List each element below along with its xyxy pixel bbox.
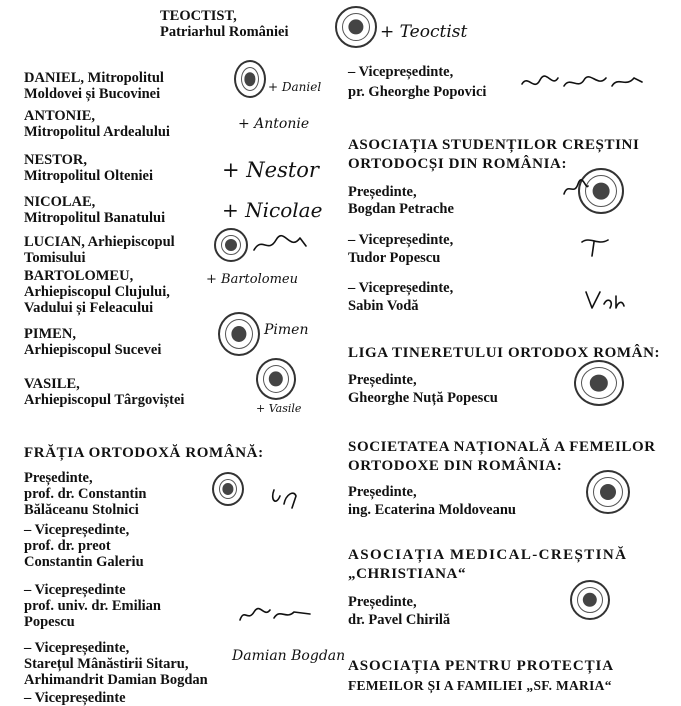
- protectia-title-line1: ASOCIAȚIA PENTRU PROTECȚIA: [348, 658, 614, 674]
- fratia-vp2-line1: – Vicepreședinte: [24, 582, 126, 598]
- signature-vasile: + Vasile: [256, 402, 302, 415]
- fratia-president-line2: prof. dr. Constantin: [24, 486, 147, 502]
- seal-vasile-icon: [256, 358, 296, 400]
- hierarch-antonie-line1: ANTONIE,: [24, 108, 96, 124]
- signature-lucian: [250, 232, 310, 258]
- signature-petrache: [560, 176, 590, 202]
- hierarch-nicolae-line1: NICOLAE,: [24, 194, 96, 210]
- ascor-president-role: Președinte,: [348, 184, 417, 200]
- signature-balaceanu: [268, 484, 302, 510]
- hierarch-antonie-line2: Mitropolitul Ardealului: [24, 124, 170, 140]
- hierarch-lucian-line2: Tomisului: [24, 250, 86, 266]
- ascor-vp1-role: – Vicepreședinte,: [348, 232, 454, 248]
- protectia-title-line2: FEMEILOR ȘI A FAMILIEI „SF. MARIA“: [348, 678, 612, 693]
- ascor-president-name: Bogdan Petrache: [348, 201, 454, 217]
- signature-nestor: + Nestor: [222, 158, 319, 182]
- fratia-title: FRĂȚIA ORTODOXĂ ROMÂNĂ:: [24, 445, 264, 461]
- signature-daniel: + Daniel: [268, 80, 322, 94]
- seal-christiana-icon: [570, 580, 610, 620]
- liga-title: LIGA TINERETULUI ORTODOX ROMÂN:: [348, 345, 661, 361]
- signature-pimen: Pimen: [264, 322, 309, 338]
- hierarch-daniel-line1: DANIEL, Mitropolitul: [24, 70, 164, 86]
- signature-nicolae: + Nicolae: [222, 198, 323, 222]
- christiana-president-name: dr. Pavel Chirilă: [348, 612, 451, 628]
- hierarch-nestor-line1: NESTOR,: [24, 152, 87, 168]
- signature-popovici: [518, 70, 646, 98]
- seal-liga-icon: [574, 360, 624, 406]
- seal-daniel-icon: [234, 60, 266, 98]
- hierarch-pimen-line2: Arhiepiscopul Sucevei: [24, 342, 162, 358]
- christiana-title-line1: ASOCIAȚIA MEDICAL-CREȘTINĂ: [348, 547, 628, 563]
- fratia-vp3-line1: – Vicepreședinte,: [24, 640, 130, 656]
- hierarch-nicolae-line2: Mitropolitul Banatului: [24, 210, 166, 226]
- christiana-title-line2: „CHRISTIANA“: [348, 566, 467, 582]
- hierarch-vasile-line2: Arhiepiscopul Târgoviștei: [24, 392, 185, 408]
- liga-president-name: Gheorghe Nuță Popescu: [348, 390, 498, 406]
- christiana-president-role: Președinte,: [348, 594, 417, 610]
- fratia-vp3-line3: Arhimandrit Damian Bogdan: [24, 672, 208, 688]
- hierarch-bartolomeu-line2: Arhiepiscopul Clujului,: [24, 284, 170, 300]
- societatea-president-name: ing. Ecaterina Moldoveanu: [348, 502, 516, 518]
- patriarch-title: Patriarhul României: [160, 24, 289, 40]
- fratia-vp2-line3: Popescu: [24, 614, 75, 630]
- hierarch-pimen-line1: PIMEN,: [24, 326, 76, 342]
- ascor-vp2-role: – Vicepreședinte,: [348, 280, 454, 296]
- hierarch-bartolomeu-line3: Vadului și Feleacului: [24, 300, 154, 316]
- societatea-title-line1: SOCIETATEA NAȚIONALĂ A FEMEILOR: [348, 439, 656, 455]
- fratia-vp2-line2: prof. univ. dr. Emilian: [24, 598, 161, 614]
- hierarch-vasile-line1: VASILE,: [24, 376, 80, 392]
- signature-bartolomeu: + Bartolomeu: [206, 272, 298, 287]
- seal-societatea-icon: [586, 470, 630, 514]
- hierarch-lucian-line1: LUCIAN, Arhiepiscopul: [24, 234, 175, 250]
- fratia-president-line3: Bălăceanu Stolnici: [24, 502, 139, 518]
- societatea-president-role: Președinte,: [348, 484, 417, 500]
- signature-emilian-popescu: [236, 602, 314, 626]
- seal-fratia-icon: [212, 472, 244, 506]
- popovici-role: – Vicepreședinte,: [348, 64, 454, 80]
- patriarch-signature: + Teoctist: [380, 22, 468, 42]
- hierarch-bartolomeu-line1: BARTOLOMEU,: [24, 268, 134, 284]
- hierarch-daniel-line2: Moldovei și Bucovinei: [24, 86, 161, 102]
- fratia-vp3-line2: Starețul Mânăstirii Sitaru,: [24, 656, 189, 672]
- fratia-vp1-line3: Constantin Galeriu: [24, 554, 144, 570]
- fratia-vp1-line1: – Vicepreședinte,: [24, 522, 130, 538]
- signature-tudor-popescu: [578, 232, 614, 260]
- signature-sabin-voda: [582, 286, 628, 314]
- hierarch-nestor-line2: Mitropolitul Olteniei: [24, 168, 154, 184]
- fratia-vp4-line1: – Vicepreședinte: [24, 690, 126, 706]
- ascor-title-line1: ASOCIAȚIA STUDENȚILOR CREȘTINI: [348, 137, 640, 153]
- fratia-vp1-line2: prof. dr. preot: [24, 538, 111, 554]
- fratia-president-line1: Președinte,: [24, 470, 93, 486]
- signature-damian-bogdan: Damian Bogdan: [232, 648, 346, 664]
- patriarch-name: TEOCTIST,: [160, 8, 237, 24]
- ascor-title-line2: ORTODOCȘI DIN ROMÂNIA:: [348, 156, 568, 172]
- liga-president-role: Președinte,: [348, 372, 417, 388]
- seal-pimen-icon: [218, 312, 260, 356]
- popovici-name: pr. Gheorghe Popovici: [348, 84, 487, 100]
- seal-lucian-icon: [214, 228, 248, 262]
- signature-antonie: + Antonie: [238, 116, 310, 132]
- societatea-title-line2: ORTODOXE DIN ROMÂNIA:: [348, 458, 563, 474]
- ascor-vp2-name: Sabin Vodă: [348, 298, 419, 314]
- ascor-vp1-name: Tudor Popescu: [348, 250, 441, 266]
- patriarch-seal-icon: [335, 6, 377, 48]
